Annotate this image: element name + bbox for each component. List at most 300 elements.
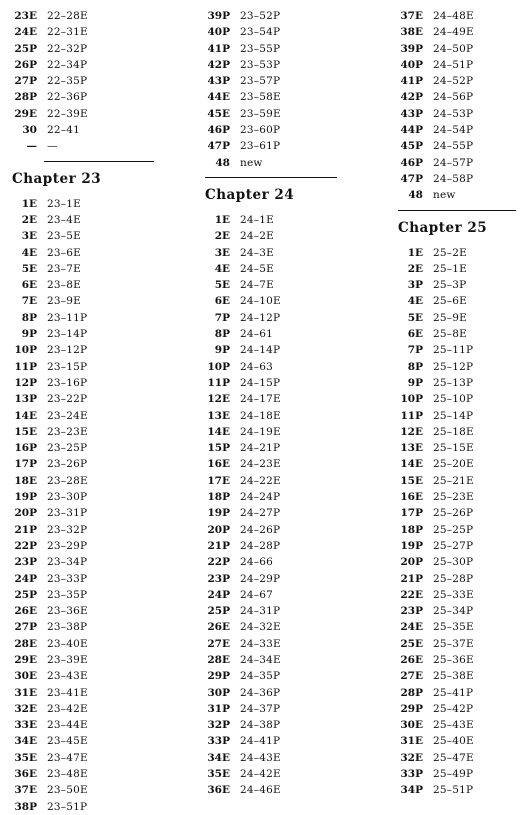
- corresponding-problem: 24–15P: [240, 376, 281, 389]
- chapter-24-rows: [205, 212, 390, 799]
- corresponding-problem: new: [240, 156, 263, 169]
- problem-number: 42P: [400, 91, 423, 104]
- problem-number: 31P: [207, 702, 230, 715]
- corresponding-problem: 23–5E: [47, 230, 81, 243]
- problem-number: 21P: [14, 523, 37, 536]
- problem-number: 22E: [400, 588, 423, 601]
- table-row: [398, 522, 520, 538]
- table-row: [398, 73, 520, 89]
- table-row: [398, 603, 520, 619]
- problem-number: 38P: [14, 800, 37, 813]
- table-row: [12, 228, 192, 244]
- problem-number: 31E: [400, 735, 423, 748]
- problem-number: 26E: [400, 653, 423, 666]
- table-row: [205, 489, 390, 505]
- corresponding-problem: 25–47E: [433, 751, 474, 764]
- table-row: [205, 8, 390, 24]
- problem-number: 20P: [400, 556, 423, 569]
- problem-number: 22P: [14, 539, 37, 552]
- corresponding-problem: 23–4E: [47, 213, 81, 226]
- problem-number: 27E: [400, 670, 423, 683]
- problem-number: 24P: [207, 588, 230, 601]
- table-row: [12, 41, 192, 57]
- corresponding-problem: 22–34P: [47, 58, 88, 71]
- corresponding-problem: 23–39E: [47, 653, 88, 666]
- problem-number: 33E: [14, 719, 37, 732]
- table-row: [205, 652, 390, 668]
- table-row: [398, 277, 520, 293]
- problem-number: 30E: [14, 670, 37, 683]
- table-row: [205, 717, 390, 733]
- table-row: [12, 424, 192, 440]
- table-row: [12, 342, 192, 358]
- chapter-25-rows: [398, 245, 520, 799]
- table-row: [12, 619, 192, 635]
- corresponding-problem: 25–51P: [433, 784, 474, 797]
- corresponding-problem: 25–41P: [433, 686, 474, 699]
- problem-number: 11P: [207, 376, 230, 389]
- corresponding-problem: 25–18E: [433, 425, 474, 438]
- table-row: [205, 522, 390, 538]
- corresponding-problem: 24–33E: [240, 637, 281, 650]
- corresponding-problem: 25–35E: [433, 621, 474, 634]
- problem-number: 24E: [400, 621, 423, 634]
- problem-number: 18P: [400, 523, 423, 536]
- corresponding-problem: 25–9E: [433, 311, 467, 324]
- problem-number: 7E: [21, 295, 37, 308]
- corresponding-problem: —: [47, 140, 58, 153]
- problem-number: 25E: [400, 637, 423, 650]
- problem-number: 1E: [407, 246, 423, 259]
- table-row: [205, 408, 390, 424]
- chapter-23-heading: Chapter 23: [12, 170, 102, 187]
- corresponding-problem: 25–13P: [433, 376, 474, 389]
- problem-number: 15E: [14, 425, 37, 438]
- corresponding-problem: 23–12P: [47, 344, 88, 357]
- table-row: [398, 587, 520, 603]
- problem-number: 6E: [214, 295, 230, 308]
- table-row: [398, 171, 520, 187]
- corresponding-problem: 23–26P: [47, 458, 88, 471]
- table-row: [398, 57, 520, 73]
- corresponding-problem: 25–40E: [433, 735, 474, 748]
- problem-number: 40P: [400, 58, 423, 71]
- corresponding-problem: 23–33P: [47, 572, 88, 585]
- problem-number: 32E: [400, 751, 423, 764]
- table-row: [12, 106, 192, 122]
- corresponding-problem: 25–11P: [433, 344, 474, 357]
- problem-number: 10P: [207, 360, 230, 373]
- problem-number: 23E: [14, 10, 37, 22]
- table-row: [205, 668, 390, 684]
- corresponding-problem: 23–28E: [47, 474, 88, 487]
- table-row: [12, 138, 192, 154]
- corresponding-problem: 24–57P: [433, 156, 474, 169]
- problem-number: 21P: [400, 572, 423, 585]
- problem-number: 34P: [400, 784, 423, 797]
- corresponding-problem: 25–14P: [433, 409, 474, 422]
- corresponding-problem: 24–67: [240, 588, 273, 601]
- problem-number: 38E: [400, 26, 423, 39]
- corresponding-problem: 24–17E: [240, 393, 281, 406]
- table-row: [398, 122, 520, 138]
- problem-number: 7P: [214, 311, 230, 324]
- column-3: [398, 8, 520, 799]
- problem-number: 12E: [400, 425, 423, 438]
- table-row: [12, 440, 192, 456]
- problem-number: 27P: [14, 621, 37, 634]
- table-row: [398, 505, 520, 521]
- corresponding-problem: 24–56P: [433, 91, 474, 104]
- corresponding-problem: 23–40E: [47, 637, 88, 650]
- corresponding-problem: 25–37E: [433, 637, 474, 650]
- corresponding-problem: 23–42E: [47, 702, 88, 715]
- problem-number: 23P: [207, 572, 230, 585]
- problem-number: 19P: [207, 507, 230, 520]
- table-row: [205, 473, 390, 489]
- table-row: [12, 587, 192, 603]
- corresponding-problem: 23–30P: [47, 491, 88, 504]
- problem-number: 29E: [14, 107, 37, 120]
- table-row: [205, 636, 390, 652]
- problem-number: 32P: [207, 719, 230, 732]
- corresponding-problem: 23–48E: [47, 768, 88, 781]
- table-row: [12, 799, 192, 815]
- problem-number: 9P: [21, 328, 37, 341]
- column-1-top-rows: [12, 8, 192, 155]
- problem-number: 4E: [21, 246, 37, 259]
- table-row: [398, 155, 520, 171]
- corresponding-problem: 23–23E: [47, 425, 88, 438]
- table-row: [398, 473, 520, 489]
- problem-number: 6E: [21, 279, 37, 292]
- problem-number: 8P: [214, 328, 230, 341]
- table-row: [205, 293, 390, 309]
- problem-number: 14E: [14, 409, 37, 422]
- column-3-top-rows: [398, 8, 520, 204]
- table-row: [205, 359, 390, 375]
- corresponding-problem: 25–10P: [433, 393, 474, 406]
- problem-number: 33P: [400, 768, 423, 781]
- problem-number: 22P: [207, 556, 230, 569]
- table-row: [12, 522, 192, 538]
- problem-number: 17P: [14, 458, 37, 471]
- problem-number: 46P: [400, 156, 423, 169]
- problem-number: 5E: [407, 311, 423, 324]
- table-row: [12, 782, 192, 798]
- problem-number: 43P: [400, 107, 423, 120]
- table-row: [205, 277, 390, 293]
- problem-number: 18E: [14, 474, 37, 487]
- corresponding-problem: 22–36P: [47, 91, 88, 104]
- corresponding-problem: 23–7E: [47, 262, 81, 275]
- table-row: [12, 636, 192, 652]
- table-row: [205, 73, 390, 89]
- table-row: [205, 603, 390, 619]
- problem-number: 31E: [14, 686, 37, 699]
- problem-number: 30E: [400, 719, 423, 732]
- corresponding-problem: 23–43E: [47, 670, 88, 683]
- problem-number: 18P: [207, 491, 230, 504]
- problem-number: 9P: [407, 376, 423, 389]
- table-row: [12, 505, 192, 521]
- table-row: [398, 41, 520, 57]
- problem-number: 39P: [400, 42, 423, 55]
- table-row: [398, 456, 520, 472]
- problem-number: 46P: [207, 124, 230, 137]
- corresponding-problem: 23–9E: [47, 295, 81, 308]
- problem-number: 14E: [400, 458, 423, 471]
- corresponding-problem: 22–35P: [47, 75, 88, 88]
- corresponding-problem: 25–38E: [433, 670, 474, 683]
- corresponding-problem: 25–34P: [433, 605, 474, 618]
- table-row: [12, 571, 192, 587]
- problem-number: 26P: [14, 58, 37, 71]
- column-2-top-rows: [205, 8, 390, 171]
- corresponding-problem: 24–55P: [433, 140, 474, 153]
- corresponding-problem: 23–15P: [47, 360, 88, 373]
- problem-number: 3P: [407, 279, 423, 292]
- table-row: [398, 668, 520, 684]
- corresponding-problem: 24–42E: [240, 768, 281, 781]
- table-row: [12, 766, 192, 782]
- corresponding-problem: 23–24E: [47, 409, 88, 422]
- table-row: [12, 750, 192, 766]
- table-row: [205, 391, 390, 407]
- problem-number: 10P: [14, 344, 37, 357]
- corresponding-problem: 24–2E: [240, 230, 274, 243]
- corresponding-problem: 23–50E: [47, 784, 88, 797]
- corresponding-problem: 24–7E: [240, 279, 274, 292]
- corresponding-problem: 23–35P: [47, 588, 88, 601]
- corresponding-problem: 23–59E: [240, 107, 281, 120]
- table-row: [12, 261, 192, 277]
- corresponding-problem: 24–10E: [240, 295, 281, 308]
- corresponding-problem: 24–31P: [240, 605, 281, 618]
- problem-number: 27E: [207, 637, 230, 650]
- table-row: [398, 8, 520, 24]
- corresponding-problem: 22–41: [47, 124, 80, 137]
- chapter-rule: [398, 210, 516, 211]
- problem-number: 35E: [207, 768, 230, 781]
- table-row: [12, 277, 192, 293]
- problem-number: 28E: [207, 653, 230, 666]
- corresponding-problem: 24–48E: [433, 10, 474, 22]
- problem-number: 15E: [400, 474, 423, 487]
- table-row: [12, 668, 192, 684]
- table-row: [398, 375, 520, 391]
- table-row: [398, 554, 520, 570]
- corresponding-problem: 25–21E: [433, 474, 474, 487]
- table-row: [205, 424, 390, 440]
- table-row: [398, 187, 520, 203]
- corresponding-problem: 25–3P: [433, 279, 467, 292]
- table-row: [398, 391, 520, 407]
- table-row: [398, 750, 520, 766]
- problem-number: 8P: [407, 360, 423, 373]
- corresponding-problem: 24–32E: [240, 621, 281, 634]
- table-row: [12, 212, 192, 228]
- corresponding-problem: 23–57P: [240, 75, 281, 88]
- corresponding-problem: 24–49E: [433, 26, 474, 39]
- problem-number: 13E: [207, 409, 230, 422]
- corresponding-problem: 23–14P: [47, 328, 88, 341]
- table-row: [398, 571, 520, 587]
- problem-number: 36E: [14, 768, 37, 781]
- problem-number: 28P: [400, 686, 423, 699]
- problem-number: 24E: [14, 26, 37, 39]
- table-row: [398, 342, 520, 358]
- table-row: [398, 326, 520, 342]
- table-row: [398, 766, 520, 782]
- table-row: [12, 408, 192, 424]
- table-row: [398, 245, 520, 261]
- table-row: [12, 733, 192, 749]
- chapter-25-heading: Chapter 25: [398, 219, 488, 236]
- problem-number: 20P: [14, 507, 37, 520]
- problem-number: 41P: [400, 75, 423, 88]
- table-row: [12, 122, 192, 138]
- problem-number: 16E: [400, 491, 423, 504]
- problem-number: 44P: [400, 124, 423, 137]
- problem-number: 43P: [207, 75, 230, 88]
- problem-number: 36E: [207, 784, 230, 797]
- problem-number: 1E: [214, 213, 230, 226]
- corresponding-problem: 23–22P: [47, 393, 88, 406]
- problem-number: 10P: [400, 393, 423, 406]
- problem-number: 13E: [400, 442, 423, 455]
- table-row: [12, 196, 192, 212]
- table-row: [205, 505, 390, 521]
- table-row: [205, 782, 390, 798]
- table-row: [12, 456, 192, 472]
- table-row: [12, 57, 192, 73]
- problem-number: 37E: [400, 10, 423, 22]
- corresponding-problem: 24–3E: [240, 246, 274, 259]
- table-row: [12, 24, 192, 40]
- corresponding-problem: 24–14P: [240, 344, 281, 357]
- corresponding-problem: 24–61: [240, 328, 273, 341]
- corresponding-problem: 24–52P: [433, 75, 474, 88]
- corresponding-problem: 24–35P: [240, 670, 281, 683]
- corresponding-problem: 24–66: [240, 556, 273, 569]
- table-row: [398, 293, 520, 309]
- problem-number: 40P: [207, 26, 230, 39]
- table-row: [12, 359, 192, 375]
- problem-number: 42P: [207, 58, 230, 71]
- corresponding-problem: 24–22E: [240, 474, 281, 487]
- corresponding-problem: 24–53P: [433, 107, 474, 120]
- corresponding-problem: 24–12P: [240, 311, 281, 324]
- problem-number: 2E: [407, 262, 423, 275]
- table-row: [205, 212, 390, 228]
- problem-number: 4E: [214, 262, 230, 275]
- problem-number: 35E: [14, 751, 37, 764]
- corresponding-problem: 24–21P: [240, 442, 281, 455]
- problem-number: 29P: [400, 702, 423, 715]
- problem-number: 25P: [14, 588, 37, 601]
- problem-number: 26E: [207, 621, 230, 634]
- corresponding-problem: 24–36P: [240, 686, 281, 699]
- corresponding-problem: 24–29P: [240, 572, 281, 585]
- table-row: [398, 636, 520, 652]
- problem-number: 5E: [21, 262, 37, 275]
- table-row: [398, 685, 520, 701]
- problem-number: 19P: [400, 539, 423, 552]
- table-row: [205, 245, 390, 261]
- problem-number: 15P: [207, 442, 230, 455]
- corresponding-problem: 25–30P: [433, 556, 474, 569]
- problem-number: 14E: [207, 425, 230, 438]
- corresponding-problem: 23–32P: [47, 523, 88, 536]
- table-row: [205, 24, 390, 40]
- corresponding-problem: 24–46E: [240, 784, 281, 797]
- table-row: [12, 685, 192, 701]
- table-row: [12, 73, 192, 89]
- table-row: [398, 359, 520, 375]
- table-row: [205, 375, 390, 391]
- corresponding-problem: 23–8E: [47, 279, 81, 292]
- table-row: [398, 619, 520, 635]
- problem-number: 3E: [214, 246, 230, 259]
- problem-number: 17E: [207, 474, 230, 487]
- corresponding-problem: 24–26P: [240, 523, 281, 536]
- problem-number: 39P: [207, 10, 230, 22]
- corresponding-problem: 24–63: [240, 360, 273, 373]
- problem-number: 21P: [207, 539, 230, 552]
- table-row: [205, 766, 390, 782]
- table-row: [398, 261, 520, 277]
- table-row: [12, 391, 192, 407]
- table-row: [12, 310, 192, 326]
- table-row: [398, 733, 520, 749]
- corresponding-problem: 24–23E: [240, 458, 281, 471]
- problem-number: 8P: [21, 311, 37, 324]
- table-row: [205, 138, 390, 154]
- problem-number: 26E: [14, 605, 37, 618]
- corresponding-problem: 25–1E: [433, 262, 467, 275]
- corresponding-problem: 23–36E: [47, 605, 88, 618]
- corresponding-problem: 23–1E: [47, 197, 81, 210]
- problem-number: 23P: [400, 605, 423, 618]
- problem-number: 7P: [407, 344, 423, 357]
- problem-number: 3E: [21, 230, 37, 243]
- chapter-24-heading: Chapter 24: [205, 186, 295, 203]
- corresponding-problem: 24–51P: [433, 58, 474, 71]
- table-row: [205, 456, 390, 472]
- column-2: [205, 8, 390, 799]
- table-row: [205, 342, 390, 358]
- problem-number: 17P: [400, 507, 423, 520]
- table-row: [12, 375, 192, 391]
- corresponding-problem: 25–27P: [433, 539, 474, 552]
- table-row: [398, 89, 520, 105]
- corresponding-problem: 25–26P: [433, 507, 474, 520]
- table-row: [12, 89, 192, 105]
- problem-number: 48: [215, 156, 230, 169]
- problem-number: 37E: [14, 784, 37, 797]
- corresponding-problem: 24–19E: [240, 425, 281, 438]
- corresponding-problem: 24–37P: [240, 702, 281, 715]
- corresponding-problem: 22–39E: [47, 107, 88, 120]
- chapter-23-rows: [12, 196, 192, 815]
- table-row: [12, 8, 192, 24]
- problem-number: 16P: [14, 442, 37, 455]
- corresponding-problem: 23–6E: [47, 246, 81, 259]
- corresponding-problem: 23–45E: [47, 735, 88, 748]
- problem-number: 29P: [207, 670, 230, 683]
- table-row: [205, 89, 390, 105]
